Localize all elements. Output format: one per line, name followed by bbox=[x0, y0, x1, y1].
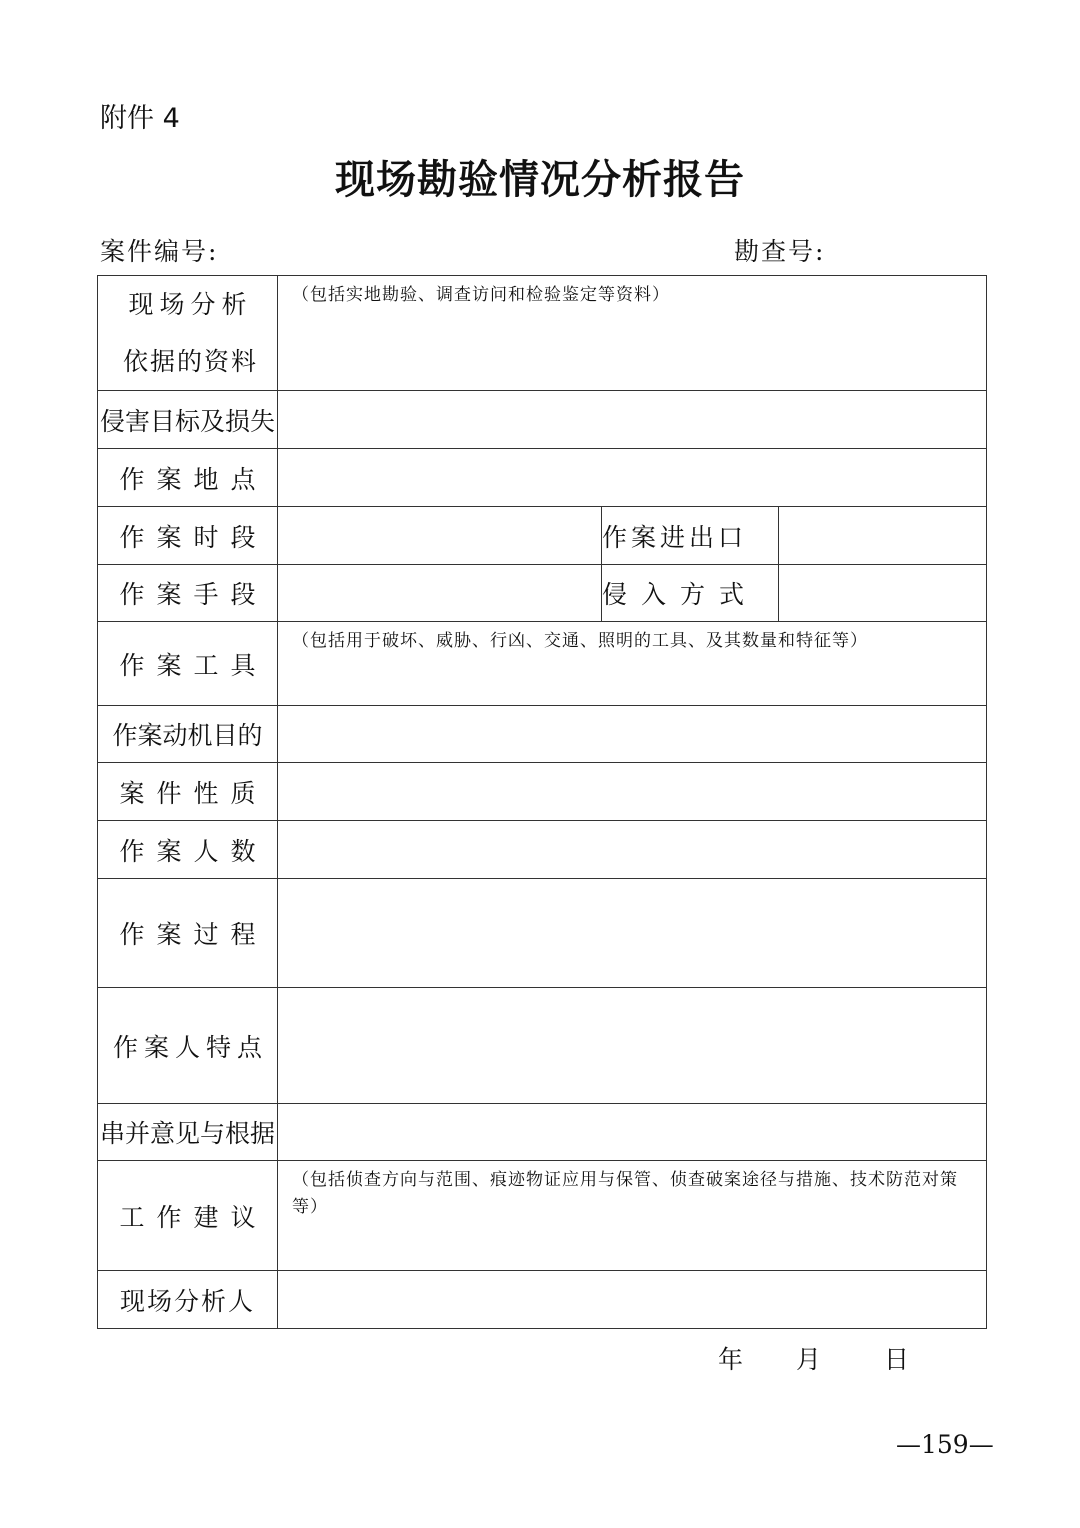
table-row bbox=[98, 879, 987, 988]
time-period-label: 作案时段 bbox=[98, 507, 278, 565]
location-label: 作案地点 bbox=[98, 449, 278, 507]
date-year-label: 年 bbox=[718, 1345, 744, 1374]
basis-label-line2: 依据的资料 bbox=[122, 347, 258, 376]
table-row bbox=[98, 821, 987, 879]
nature-field[interactable] bbox=[278, 763, 987, 821]
table-row bbox=[98, 449, 987, 507]
intrusion-method-label: 侵入方式 bbox=[602, 565, 779, 622]
process-field[interactable] bbox=[278, 879, 987, 988]
count-field[interactable] bbox=[278, 821, 987, 879]
means-label: 作案手段 bbox=[98, 565, 278, 622]
page-title: 现场勘验情况分析报告 bbox=[335, 156, 745, 203]
table-row bbox=[98, 391, 987, 449]
linking-field[interactable] bbox=[278, 1104, 987, 1161]
tools-field[interactable] bbox=[278, 622, 987, 706]
traits-label: 作案人特点 bbox=[98, 988, 278, 1104]
report-form-table bbox=[97, 275, 987, 1329]
basis-field[interactable] bbox=[278, 276, 987, 391]
page-number: —159— bbox=[896, 1430, 994, 1459]
table-row bbox=[98, 622, 987, 706]
table-row bbox=[98, 1271, 987, 1329]
motive-field[interactable] bbox=[278, 706, 987, 763]
location-field[interactable] bbox=[278, 449, 987, 507]
analyst-field[interactable] bbox=[278, 1271, 987, 1329]
suggestions-label: 工作建议 bbox=[98, 1161, 278, 1271]
table-row bbox=[98, 706, 987, 763]
table-row bbox=[98, 1161, 987, 1271]
traits-field[interactable] bbox=[278, 988, 987, 1104]
table-row bbox=[98, 276, 987, 391]
suggestions-field[interactable] bbox=[278, 1161, 987, 1271]
suggestions-hint: （包括侦查方向与范围、痕迹物证应用与保管、侦查破案途径与措施、技术防范对策等） bbox=[292, 1170, 958, 1217]
intrusion-method-field[interactable] bbox=[779, 565, 987, 622]
means-field[interactable] bbox=[278, 565, 602, 622]
count-label: 作案人数 bbox=[98, 821, 278, 879]
entry-exit-label: 作案进出口 bbox=[602, 507, 779, 565]
target-loss-field[interactable] bbox=[278, 391, 987, 449]
process-label: 作案过程 bbox=[98, 879, 278, 988]
case-number-label: 案件编号: bbox=[100, 237, 219, 266]
table-row bbox=[98, 1104, 987, 1161]
basis-label-line1: 现场分析 bbox=[128, 290, 253, 319]
motive-label: 作案动机目的 bbox=[98, 706, 278, 763]
attachment-label: 附件 4 bbox=[100, 103, 180, 134]
tools-hint: （包括用于破坏、威胁、行凶、交通、照明的工具、及其数量和特征等） bbox=[292, 631, 868, 651]
tools-label: 作案工具 bbox=[98, 622, 278, 706]
basis-hint: （包括实地勘验、调查访问和检验鉴定等资料） bbox=[292, 285, 670, 305]
entry-exit-field[interactable] bbox=[779, 507, 987, 565]
target-loss-label: 侵害目标及损失 bbox=[98, 391, 278, 449]
linking-label: 串并意见与根据 bbox=[98, 1104, 278, 1161]
table-row bbox=[98, 763, 987, 821]
nature-label: 案件性质 bbox=[98, 763, 278, 821]
table-row bbox=[98, 507, 987, 565]
analyst-label: 现场分析人 bbox=[98, 1271, 278, 1329]
survey-number-label: 勘查号: bbox=[734, 237, 826, 266]
date-day-label: 日 bbox=[884, 1345, 910, 1374]
time-period-field[interactable] bbox=[278, 507, 602, 565]
date-month-label: 月 bbox=[796, 1345, 822, 1374]
table-row bbox=[98, 565, 987, 622]
table-row bbox=[98, 988, 987, 1104]
basis-label bbox=[98, 276, 278, 391]
